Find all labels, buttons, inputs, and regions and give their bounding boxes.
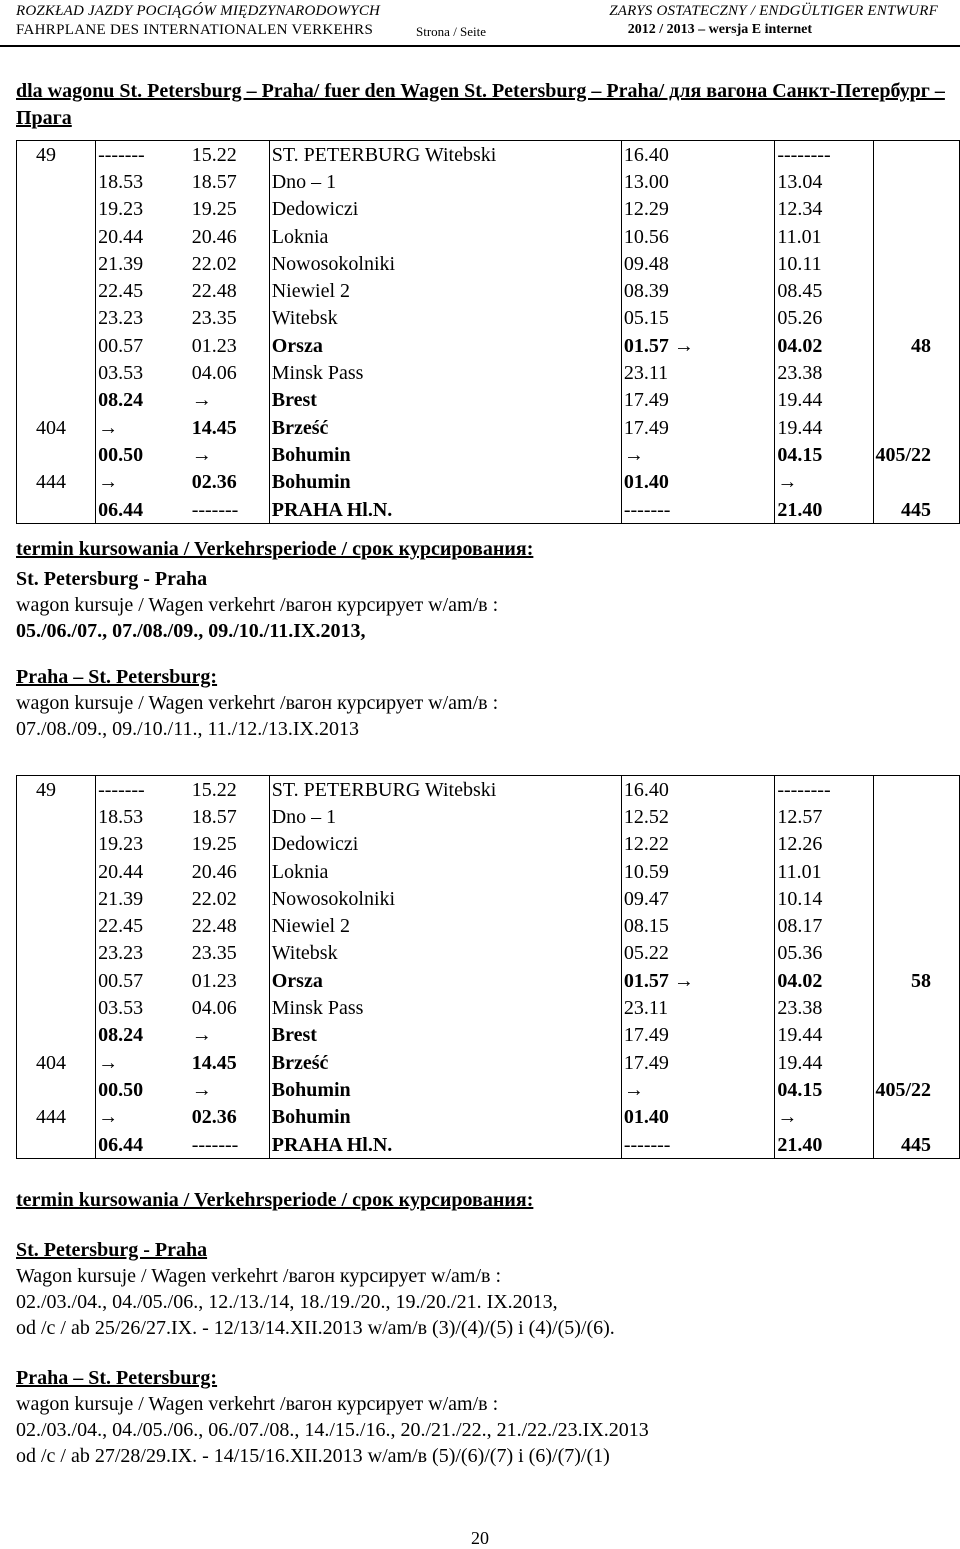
- cell-train-back: [874, 250, 960, 277]
- cell-time-back-arr: 01.57 →: [621, 967, 774, 994]
- timetable-2: [16, 775, 960, 1159]
- cell-train-back: [874, 940, 960, 967]
- cell-station: Loknia: [269, 223, 621, 250]
- cell-time-back-arr: -------: [621, 1131, 774, 1159]
- cell-time-back-arr: 12.52: [621, 803, 774, 830]
- direction-title: St. Petersburg - Praha: [16, 568, 208, 590]
- cell-arr: 18.53: [98, 170, 144, 193]
- cell-train: [17, 305, 96, 332]
- cell-time-back-dep: 04.02: [775, 332, 874, 359]
- cell-train: [17, 967, 96, 994]
- cell-train-back: [874, 858, 960, 885]
- timetable-row: [17, 994, 960, 1021]
- cell-station: Minsk Pass: [269, 994, 621, 1021]
- timetable-1: [16, 140, 960, 524]
- cell-time-back-dep: 04.15: [775, 441, 874, 468]
- timetable-row: [17, 441, 960, 468]
- header-page-label: Strona / Seite: [416, 24, 487, 39]
- cell-station: Nowosokolniki: [269, 885, 621, 912]
- cell-arr: 23.23: [98, 307, 144, 330]
- cell-dep: 02.36: [190, 469, 270, 496]
- cell-arr: 08.24: [98, 389, 144, 412]
- cell-dep: 04.06: [190, 994, 270, 1021]
- cell-time-back-arr: 08.15: [621, 912, 774, 939]
- cell-arr: 00.57: [98, 969, 144, 992]
- cell-train: [17, 994, 96, 1021]
- cell-time-back-dep: 05.26: [775, 305, 874, 332]
- timetable-row: [17, 1049, 960, 1076]
- cell-dep: 14.45: [190, 414, 270, 441]
- cell-arr: 18.53: [98, 805, 144, 828]
- cell-train-back: [874, 776, 960, 804]
- timetable-row: [17, 414, 960, 441]
- timetable-row: [17, 496, 960, 524]
- direction-extra: od /c / ab 25/26/27.IX. - 12/13/14.XII.2013 w/am/в (3)/(4)/(5) i (4)/(5)/(6).: [16, 1317, 615, 1339]
- cell-time-back-dep: →: [775, 1104, 874, 1131]
- timetable-row: [17, 1104, 960, 1131]
- cell-time-back-arr: -------: [621, 496, 774, 524]
- cell-train-back: [874, 305, 960, 332]
- cell-time-back-dep: 21.40: [775, 1131, 874, 1159]
- cell-dep: 22.48: [190, 277, 270, 304]
- cell-time-back-arr: 17.49: [621, 1022, 774, 1049]
- cell-arr: 00.57: [98, 334, 144, 357]
- cell-time-back-arr: 08.39: [621, 277, 774, 304]
- cell-dep: 20.46: [190, 858, 270, 885]
- timetable-row: [17, 912, 960, 939]
- timetable-row: [17, 141, 960, 169]
- cell-time-back-arr: 23.11: [621, 994, 774, 1021]
- period-heading: termin kursowania / Verkehrsperiode / срок курсирования:: [16, 1189, 534, 1211]
- cell-train-back: 405/22: [874, 441, 960, 468]
- cell-train: [17, 858, 96, 885]
- cell-train: [17, 168, 96, 195]
- cell-arr: →: [98, 471, 119, 494]
- cell-train: [17, 277, 96, 304]
- cell-train-back: 405/22: [874, 1076, 960, 1103]
- direction-line: wagon kursuje / Wagen verkehrt /вагон курсирует w/am/в :: [16, 1393, 499, 1415]
- cell-train-back: [874, 277, 960, 304]
- cell-train-back: [874, 469, 960, 496]
- cell-train-back: 445: [874, 1131, 960, 1159]
- cell-station: ST. PETERBURG Witebski: [269, 141, 621, 169]
- cell-dep: 20.46: [190, 223, 270, 250]
- cell-arr: -------: [96, 776, 190, 804]
- cell-time-back-arr: 09.48: [621, 250, 774, 277]
- timetable-row: [17, 1131, 960, 1159]
- direction-line: wagon kursuje / Wagen verkehrt /вагон курсирует w/am/в :: [16, 594, 499, 616]
- cell-train-back: [874, 168, 960, 195]
- cell-arr: 20.44: [98, 225, 144, 248]
- cell-arr: 06.44: [96, 1131, 190, 1159]
- cell-arr: 19.23: [98, 198, 144, 221]
- direction-extra: od /c / ab 27/28/29.IX. - 14/15/16.XII.2013 w/am/в (5)/(6)/(7) i (6)/(7)/(1): [16, 1445, 610, 1467]
- cell-time-back-arr: 01.40: [621, 469, 774, 496]
- page-number: 20: [471, 1528, 489, 1548]
- cell-train: [17, 250, 96, 277]
- cell-dep: 01.23: [190, 332, 270, 359]
- cell-dep: →: [190, 1022, 270, 1049]
- timetable-row: [17, 940, 960, 967]
- timetable-row: [17, 885, 960, 912]
- cell-station: Dedowiczi: [269, 831, 621, 858]
- cell-time-back-dep: 11.01: [775, 223, 874, 250]
- cell-time-back-arr: →: [621, 441, 774, 468]
- cell-station: Brest: [269, 1022, 621, 1049]
- cell-time-back-dep: →: [775, 469, 874, 496]
- cell-train-back: [874, 994, 960, 1021]
- cell-dep: →: [190, 1076, 270, 1103]
- cell-dep: 19.25: [190, 196, 270, 223]
- cell-dep: 18.57: [190, 168, 270, 195]
- cell-station: Minsk Pass: [269, 359, 621, 386]
- timetable-row: [17, 305, 960, 332]
- cell-train: 49: [17, 141, 96, 169]
- cell-arr: →: [98, 1051, 119, 1074]
- cell-time-back-arr: 10.56: [621, 223, 774, 250]
- cell-train-back: [874, 1104, 960, 1131]
- timetable-row: [17, 277, 960, 304]
- cell-time-back-arr: 05.22: [621, 940, 774, 967]
- cell-arr: →: [98, 1106, 119, 1129]
- period-heading: termin kursowania / Verkehrsperiode / срок курсирования:: [16, 538, 534, 560]
- cell-train: [17, 940, 96, 967]
- cell-train: [17, 387, 96, 414]
- cell-train-back: [874, 1049, 960, 1076]
- cell-station: ST. PETERBURG Witebski: [269, 776, 621, 804]
- cell-time-back-arr: 17.49: [621, 414, 774, 441]
- cell-station: Niewiel 2: [269, 277, 621, 304]
- cell-station: PRAHA Hl.N.: [269, 1131, 621, 1159]
- cell-arr: →: [98, 416, 119, 439]
- cell-dep: 19.25: [190, 831, 270, 858]
- cell-train-back: [874, 831, 960, 858]
- page-header: [0, 0, 960, 48]
- cell-arr: 22.45: [98, 915, 144, 938]
- cell-train: [17, 359, 96, 386]
- cell-train: [17, 223, 96, 250]
- cell-dep: -------: [190, 496, 270, 524]
- timetable-row: [17, 1076, 960, 1103]
- cell-time-back-dep: 23.38: [775, 994, 874, 1021]
- cell-time-back-arr: 16.40: [621, 141, 774, 169]
- cell-train: [17, 1022, 96, 1049]
- cell-train: [17, 803, 96, 830]
- cell-dep: 15.22: [190, 141, 270, 169]
- timetable-row: [17, 168, 960, 195]
- cell-time-back-dep: 04.15: [775, 1076, 874, 1103]
- timetable-row: [17, 223, 960, 250]
- period-block-1: [16, 536, 946, 742]
- timetable-row: [17, 858, 960, 885]
- cell-train: [17, 912, 96, 939]
- cell-train-back: [874, 196, 960, 223]
- cell-dep: 22.02: [190, 250, 270, 277]
- cell-station: Niewiel 2: [269, 912, 621, 939]
- cell-time-back-dep: 08.17: [775, 912, 874, 939]
- cell-time-back-arr: 17.49: [621, 1049, 774, 1076]
- cell-time-back-arr: 16.40: [621, 776, 774, 804]
- cell-arr: 08.24: [98, 1024, 144, 1047]
- cell-arr: 22.45: [98, 280, 144, 303]
- cell-station: Nowosokolniki: [269, 250, 621, 277]
- cell-station: Bohumin: [269, 1076, 621, 1103]
- cell-time-back-dep: 23.38: [775, 359, 874, 386]
- timetable-row: [17, 359, 960, 386]
- section-title: dla wagonu St. Petersburg – Praha/ fuer den Wagen St. Petersburg – Praha/ для вагона Санкт-Петербург – Прага: [16, 80, 945, 129]
- cell-arr: 06.44: [96, 496, 190, 524]
- cell-time-back-dep: 13.04: [775, 168, 874, 195]
- cell-station: Brześć: [269, 1049, 621, 1076]
- cell-station: Orsza: [269, 967, 621, 994]
- cell-arr: 21.39: [98, 252, 144, 275]
- direction-dates: 07./08./09., 09./10./11., 11./12./13.IX.2013: [16, 718, 359, 740]
- cell-dep: 23.35: [190, 940, 270, 967]
- cell-arr: 00.50: [98, 1078, 144, 1101]
- cell-train: [17, 332, 96, 359]
- cell-time-back-dep: 10.14: [775, 885, 874, 912]
- cell-dep: 14.45: [190, 1049, 270, 1076]
- cell-station: Witebsk: [269, 305, 621, 332]
- cell-station: Loknia: [269, 858, 621, 885]
- header-title-de: FAHRPLANE DES INTERNATIONALEN VERKEHRS: [16, 22, 374, 38]
- cell-dep: 15.22: [190, 776, 270, 804]
- cell-train-back: [874, 1022, 960, 1049]
- cell-train: [17, 831, 96, 858]
- cell-time-back-dep: --------: [775, 141, 874, 169]
- cell-train: [17, 1076, 96, 1103]
- cell-time-back-dep: 04.02: [775, 967, 874, 994]
- cell-station: Bohumin: [269, 1104, 621, 1131]
- cell-time-back-arr: →: [621, 1076, 774, 1103]
- direction-title: Praha – St. Petersburg:: [16, 666, 218, 688]
- header-title-pl: ROZKŁAD JAZDY POCIĄGÓW MIĘDZYNARODOWYCH: [16, 3, 381, 19]
- direction-line: Wagon kursuje / Wagen verkehrt /вагон курсирует w/am/в :: [16, 1265, 501, 1287]
- direction-dates: 02./03./04., 04./05./06., 12./13./14, 18./19./20., 19./20./21. IX.2013,: [16, 1291, 558, 1313]
- cell-train: 404: [17, 414, 96, 441]
- cell-train-back: [874, 885, 960, 912]
- cell-train-back: [874, 803, 960, 830]
- cell-arr: 19.23: [98, 833, 144, 856]
- cell-dep: 23.35: [190, 305, 270, 332]
- cell-time-back-arr: 09.47: [621, 885, 774, 912]
- cell-station: Orsza: [269, 332, 621, 359]
- header-divider: [0, 45, 960, 47]
- timetable-row: [17, 387, 960, 414]
- cell-time-back-dep: --------: [775, 776, 874, 804]
- cell-time-back-dep: 19.44: [775, 1022, 874, 1049]
- timetable-row: [17, 250, 960, 277]
- cell-train: [17, 441, 96, 468]
- cell-time-back-dep: 12.26: [775, 831, 874, 858]
- cell-dep: 22.48: [190, 912, 270, 939]
- cell-train: 444: [17, 1104, 96, 1131]
- timetable-row: [17, 803, 960, 830]
- cell-time-back-arr: 13.00: [621, 168, 774, 195]
- cell-dep: →: [190, 387, 270, 414]
- timetable-row: [17, 967, 960, 994]
- timetable-row: [17, 1022, 960, 1049]
- direction-dates: 02./03./04., 04./05./06., 06./07./08., 14./15./16., 20./21./22., 21./22./23.IX.2013: [16, 1419, 649, 1441]
- cell-time-back-dep: 11.01: [775, 858, 874, 885]
- cell-station: Bohumin: [269, 441, 621, 468]
- cell-time-back-dep: 19.44: [775, 414, 874, 441]
- cell-arr: 03.53: [98, 362, 144, 385]
- cell-train-back: [874, 141, 960, 169]
- timetable-row: [17, 469, 960, 496]
- cell-time-back-arr: 12.29: [621, 196, 774, 223]
- cell-time-back-dep: 08.45: [775, 277, 874, 304]
- cell-time-back-dep: 05.36: [775, 940, 874, 967]
- cell-station: Witebsk: [269, 940, 621, 967]
- cell-arr: -------: [96, 141, 190, 169]
- cell-time-back-arr: 05.15: [621, 305, 774, 332]
- cell-time-back-dep: 21.40: [775, 496, 874, 524]
- timetable-row: [17, 776, 960, 804]
- cell-arr: 20.44: [98, 860, 144, 883]
- cell-train-back: [874, 912, 960, 939]
- timetable-row: [17, 196, 960, 223]
- cell-station: Dno – 1: [269, 168, 621, 195]
- cell-train-back: [874, 414, 960, 441]
- cell-station: Dno – 1: [269, 803, 621, 830]
- cell-dep: →: [190, 441, 270, 468]
- cell-time-back-dep: 12.34: [775, 196, 874, 223]
- cell-arr: 03.53: [98, 997, 144, 1020]
- cell-dep: 04.06: [190, 359, 270, 386]
- cell-station: PRAHA Hl.N.: [269, 496, 621, 524]
- cell-time-back-dep: 19.44: [775, 1049, 874, 1076]
- cell-time-back-arr: 10.59: [621, 858, 774, 885]
- cell-time-back-arr: 17.49: [621, 387, 774, 414]
- cell-station: Brześć: [269, 414, 621, 441]
- cell-train: [17, 1131, 96, 1159]
- cell-train: [17, 496, 96, 524]
- cell-station: Bohumin: [269, 469, 621, 496]
- cell-time-back-dep: 19.44: [775, 387, 874, 414]
- cell-arr: 21.39: [98, 887, 144, 910]
- cell-train-back: [874, 359, 960, 386]
- direction-title: Praha – St. Petersburg:: [16, 1367, 218, 1389]
- cell-train: [17, 196, 96, 223]
- cell-dep: 22.02: [190, 885, 270, 912]
- cell-dep: -------: [190, 1131, 270, 1159]
- timetable-row: [17, 831, 960, 858]
- cell-train: 49: [17, 776, 96, 804]
- cell-dep: 18.57: [190, 803, 270, 830]
- direction-line: wagon kursuje / Wagen verkehrt /вагон курсирует w/am/в :: [16, 692, 499, 714]
- cell-train-back: 445: [874, 496, 960, 524]
- cell-time-back-arr: 12.22: [621, 831, 774, 858]
- period-block-2: [16, 1187, 946, 1469]
- cell-time-back-arr: 01.40: [621, 1104, 774, 1131]
- cell-train: 444: [17, 469, 96, 496]
- cell-arr: 23.23: [98, 942, 144, 965]
- cell-train-back: 48: [874, 332, 960, 359]
- cell-arr: 00.50: [98, 443, 144, 466]
- cell-time-back-arr: 23.11: [621, 359, 774, 386]
- cell-dep: 02.36: [190, 1104, 270, 1131]
- cell-time-back-dep: 10.11: [775, 250, 874, 277]
- cell-dep: 01.23: [190, 967, 270, 994]
- direction-title: St. Petersburg - Praha: [16, 1239, 208, 1261]
- header-version: 2012 / 2013 – wersja E internet: [627, 22, 812, 37]
- direction-dates: 05./06./07., 07./08./09., 09./10./11.IX.2013,: [16, 620, 366, 642]
- cell-station: Brest: [269, 387, 621, 414]
- cell-train: 404: [17, 1049, 96, 1076]
- cell-train-back: 58: [874, 967, 960, 994]
- header-draft-label: ZARYS OSTATECZNY / ENDGÜLTIGER ENTWURF: [609, 3, 938, 19]
- timetable-row: [17, 332, 960, 359]
- cell-time-back-dep: 12.57: [775, 803, 874, 830]
- cell-time-back-arr: 01.57 →: [621, 332, 774, 359]
- cell-train-back: [874, 387, 960, 414]
- cell-station: Dedowiczi: [269, 196, 621, 223]
- cell-train: [17, 885, 96, 912]
- cell-train-back: [874, 223, 960, 250]
